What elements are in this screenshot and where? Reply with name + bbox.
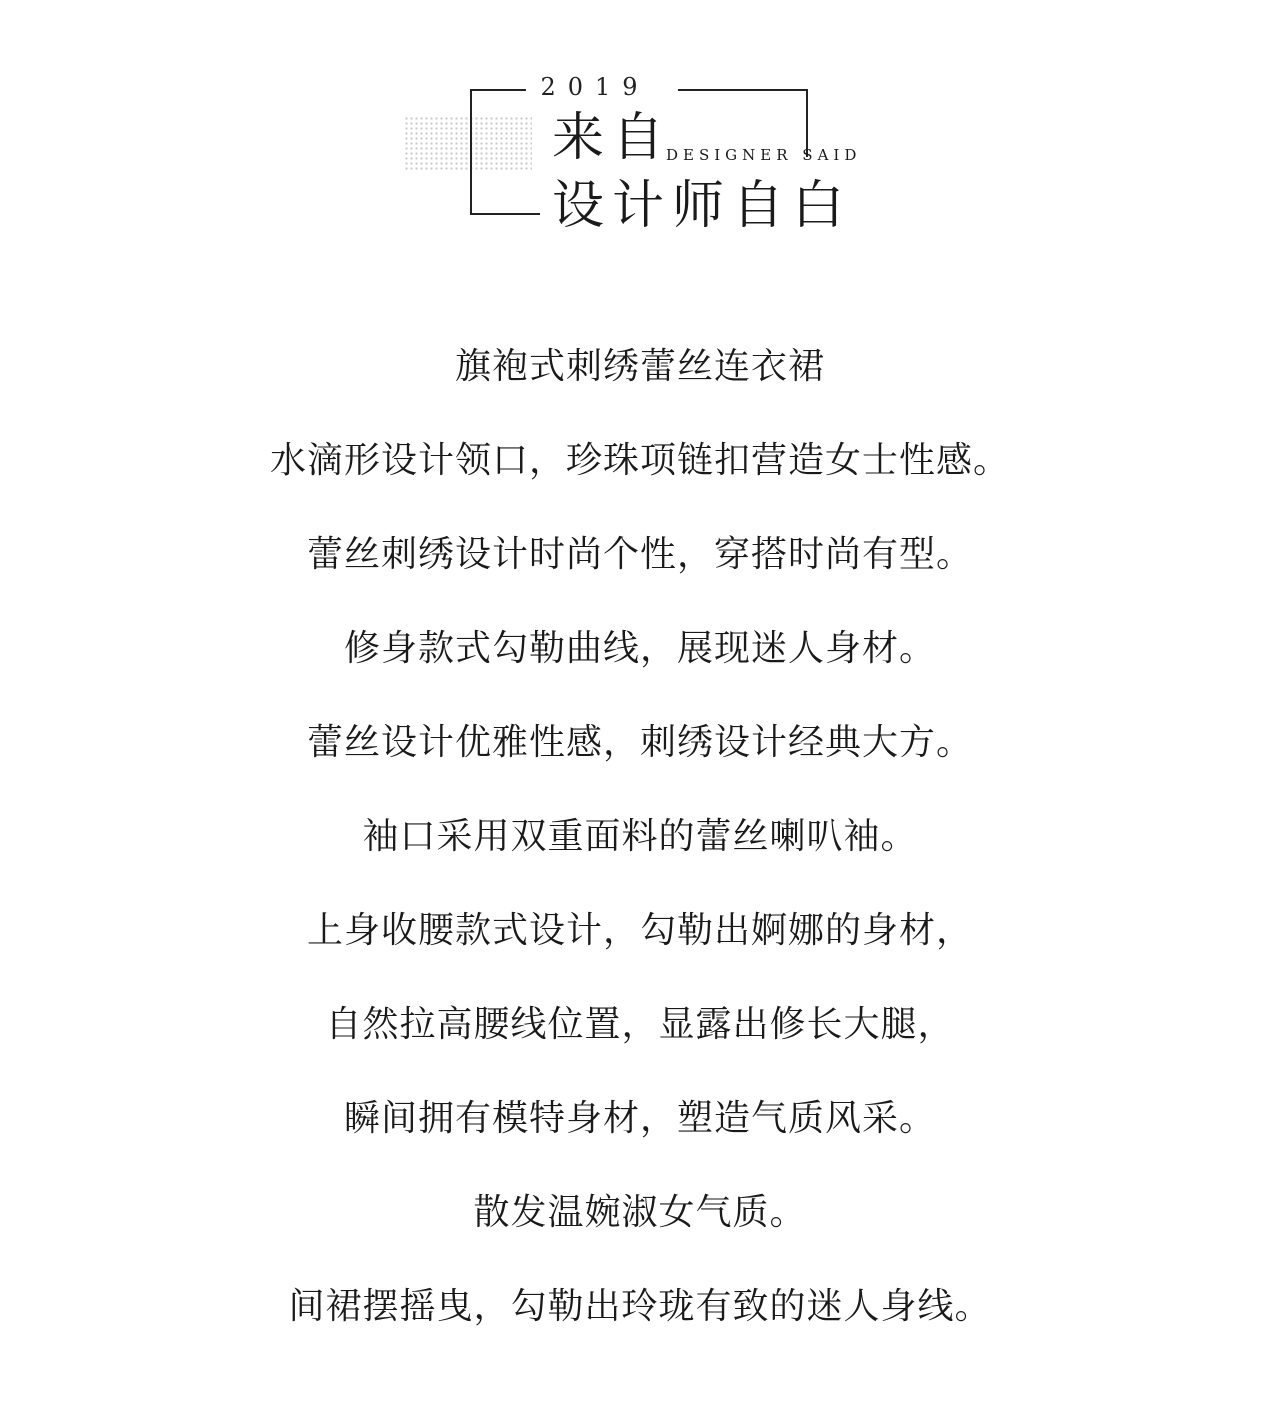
designer-said-subtitle: DESIGNER SAID xyxy=(666,146,862,164)
designer-said-header xyxy=(0,0,1280,260)
title-line-2: 设计师自白 xyxy=(552,176,853,236)
year-label: 2019 xyxy=(540,73,650,101)
product-description xyxy=(0,342,1280,1376)
description-line: 修身款式勾勒曲线，展现迷人身材。 xyxy=(343,628,936,669)
description-line: 间裙摆摇曳，勾勒出玲珑有致的迷人身线。 xyxy=(288,1286,992,1327)
frame-left-vertical-line xyxy=(470,89,472,215)
description-line: 散发温婉淑女气质。 xyxy=(473,1192,807,1233)
description-line: 蕾丝刺绣设计时尚个性，穿搭时尚有型。 xyxy=(306,534,973,575)
dot-pattern-decoration xyxy=(404,116,532,172)
description-line: 上身收腰款式设计，勾勒出婀娜的身材， xyxy=(306,910,973,951)
title-line-1: 来自 xyxy=(552,108,673,168)
description-line: 蕾丝设计优雅性感，刺绣设计经典大方。 xyxy=(306,722,973,763)
description-line: 自然拉高腰线位置，显露出修长大腿， xyxy=(325,1004,955,1045)
frame-top-left-line xyxy=(470,89,526,91)
description-line: 瞬间拥有模特身材，塑造气质风采。 xyxy=(343,1098,936,1139)
description-line: 水滴形设计领口，珍珠项链扣营造女士性感。 xyxy=(269,440,1010,481)
product-name: 旗袍式刺绣蕾丝连衣裙 xyxy=(454,346,825,387)
frame-bottom-line xyxy=(470,213,540,215)
frame-top-right-line xyxy=(678,89,808,91)
description-line: 袖口采用双重面料的蕾丝喇叭袖。 xyxy=(362,816,918,857)
